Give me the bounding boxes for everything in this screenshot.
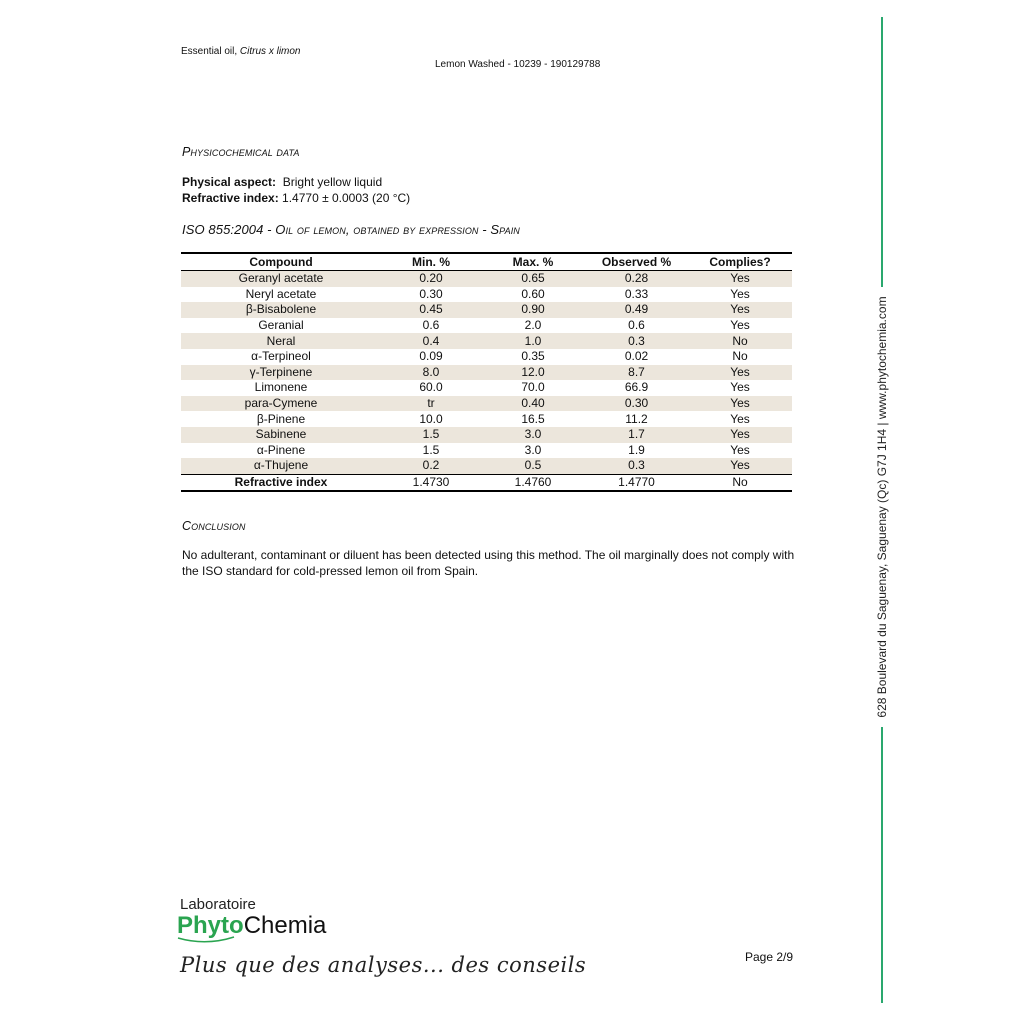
cell-observed: 0.3 <box>585 458 688 474</box>
col-observed: Observed % <box>585 253 688 271</box>
cell-max: 0.60 <box>521 286 545 301</box>
table-header-row <box>181 253 792 271</box>
cell-min: 0.20 <box>381 271 481 287</box>
logo-leaf-y: y <box>207 912 222 939</box>
logo-part-ph: Ph <box>177 912 208 939</box>
cell-max: 0.65 <box>481 271 585 287</box>
cell-observed: 8.7 <box>585 365 688 381</box>
cell-min: 0.2 <box>381 458 481 474</box>
refractive-index <box>182 191 410 205</box>
cell-complies: Yes <box>688 427 792 443</box>
cell-min: 1.5 <box>422 442 440 457</box>
sidebar-address: 628 Boulevard du Saguenay, Saguenay (Qc) G7J 1H4 | www.phytochemia.com <box>875 296 889 718</box>
cell-max: 1.0 <box>481 333 585 349</box>
conclusion-title: Conclusion <box>182 519 246 533</box>
table-row <box>181 396 792 412</box>
cell-compound: α-Thujene <box>181 458 381 474</box>
cell-max: 0.35 <box>521 349 545 364</box>
cell-compound: α-Pinene <box>256 442 306 457</box>
table-row-refractive-index <box>181 474 792 491</box>
logo-swoosh-icon <box>176 936 236 944</box>
product-prefix: Essential oil, <box>181 46 240 57</box>
cell-complies: Yes <box>730 318 750 333</box>
cell-complies: No <box>688 474 792 491</box>
cell-complies: No <box>688 333 792 349</box>
header-sample-ref: Lemon Washed - 10239 - 190129788 <box>435 59 601 70</box>
tagline: Plus que des analyses... des conseils <box>180 953 587 977</box>
table-row <box>181 427 792 443</box>
cell-min: 1.4730 <box>381 474 481 491</box>
cell-compound: γ-Terpinene <box>181 365 381 381</box>
cell-observed: 0.30 <box>585 396 688 412</box>
cell-observed: 0.02 <box>624 349 649 364</box>
cell-observed: 0.6 <box>628 318 645 333</box>
logo-part-chemia: Chemia <box>243 912 327 939</box>
table-row <box>181 333 792 349</box>
cell-observed: 1.7 <box>585 427 688 443</box>
cell-observed: 1.9 <box>628 442 645 457</box>
logo-laboratoire: Laboratoire <box>180 896 256 913</box>
sidebar-accent-line-bottom <box>881 727 883 1003</box>
cell-max: 16.5 <box>521 411 545 426</box>
col-min: Min. % <box>381 253 481 271</box>
cell-observed: 1.4770 <box>585 474 688 491</box>
cell-observed: 0.49 <box>585 302 688 318</box>
physical-aspect <box>182 175 382 189</box>
table-row <box>181 287 792 303</box>
table-row <box>181 380 792 396</box>
table-row <box>181 411 792 427</box>
physical-aspect-value: Bright yellow liquid <box>282 175 383 189</box>
cell-max: 12.0 <box>481 365 585 381</box>
physical-aspect-label: Physical aspect: <box>182 175 277 189</box>
cell-min: 10.0 <box>419 411 443 426</box>
cell-compound: Neral <box>181 333 381 349</box>
cell-min: tr <box>381 396 481 412</box>
cell-compound: Geranyl acetate <box>181 271 381 287</box>
cell-max: 3.0 <box>524 442 542 457</box>
col-complies: Complies? <box>688 253 792 271</box>
cell-complies: Yes <box>730 442 750 457</box>
cell-observed: 11.2 <box>625 411 648 426</box>
iso-standard-title: ISO 855:2004 - Oil of lemon, obtained by expression - Spain <box>182 222 520 237</box>
cell-compound: β-Pinene <box>256 411 306 426</box>
cell-min: 8.0 <box>381 365 481 381</box>
col-max: Max. % <box>481 253 585 271</box>
table-row <box>181 443 792 459</box>
cell-max: 2.0 <box>524 318 542 333</box>
cell-observed: 0.3 <box>585 333 688 349</box>
cell-compound: Limonene <box>254 380 308 395</box>
cell-complies: Yes <box>688 271 792 287</box>
col-compound: Compound <box>181 253 381 271</box>
conclusion-text: No adulterant, contaminant or diluent has been detected using this method. The oil marginally does not comply with the ISO standard for cold-pressed lemon oil from Spain. <box>182 548 795 578</box>
cell-complies: Yes <box>730 380 750 395</box>
cell-min: 1.5 <box>381 427 481 443</box>
cell-complies: Yes <box>688 396 792 412</box>
cell-complies: No <box>732 349 748 364</box>
refractive-index-value: 1.4770 ± 0.0003 (20 °C) <box>282 191 411 205</box>
product-latin-name: Citrus x limon <box>239 46 301 57</box>
cell-compound: Geranial <box>258 318 304 333</box>
cell-min: 0.30 <box>419 286 443 301</box>
physicochemical-title: Physicochemical data <box>182 145 300 159</box>
cell-observed: 0.28 <box>585 271 688 287</box>
table-row <box>181 271 792 287</box>
cell-max: 0.5 <box>481 458 585 474</box>
table-row <box>181 365 792 381</box>
table-row <box>181 349 792 365</box>
cell-compound: α-Terpineol <box>251 349 311 364</box>
cell-complies: Yes <box>688 458 792 474</box>
cell-max: 1.4760 <box>481 474 585 491</box>
cell-min: 0.45 <box>381 302 481 318</box>
cell-compound: Refractive index <box>181 474 381 491</box>
table-row <box>181 458 792 474</box>
cell-complies: Yes <box>730 411 750 426</box>
logo-part-to: to <box>221 912 244 939</box>
cell-max: 0.90 <box>481 302 585 318</box>
cell-observed: 0.33 <box>624 286 649 301</box>
table-row <box>181 318 792 334</box>
sidebar-accent-line-top <box>881 17 883 287</box>
refractive-index-label: Refractive index: <box>182 191 279 205</box>
cell-min: 0.6 <box>422 318 440 333</box>
cell-compound: para-Cymene <box>181 396 381 412</box>
cell-max: 3.0 <box>481 427 585 443</box>
cell-complies: Yes <box>730 286 750 301</box>
header-product <box>181 46 301 57</box>
cell-compound: β-Bisabolene <box>181 302 381 318</box>
cell-complies: Yes <box>688 302 792 318</box>
cell-complies: Yes <box>688 365 792 381</box>
cell-max: 0.40 <box>481 396 585 412</box>
cell-max: 70.0 <box>521 380 545 395</box>
cell-min: 60.0 <box>419 380 443 395</box>
cell-compound: Neryl acetate <box>245 286 317 301</box>
cell-observed: 66.9 <box>624 380 649 395</box>
cell-min: 0.09 <box>419 349 443 364</box>
page-number: Page 2/9 <box>745 950 794 964</box>
cell-min: 0.4 <box>381 333 481 349</box>
cell-compound: Sabinene <box>181 427 381 443</box>
iso-compliance-table <box>181 252 792 492</box>
table-row <box>181 302 792 318</box>
